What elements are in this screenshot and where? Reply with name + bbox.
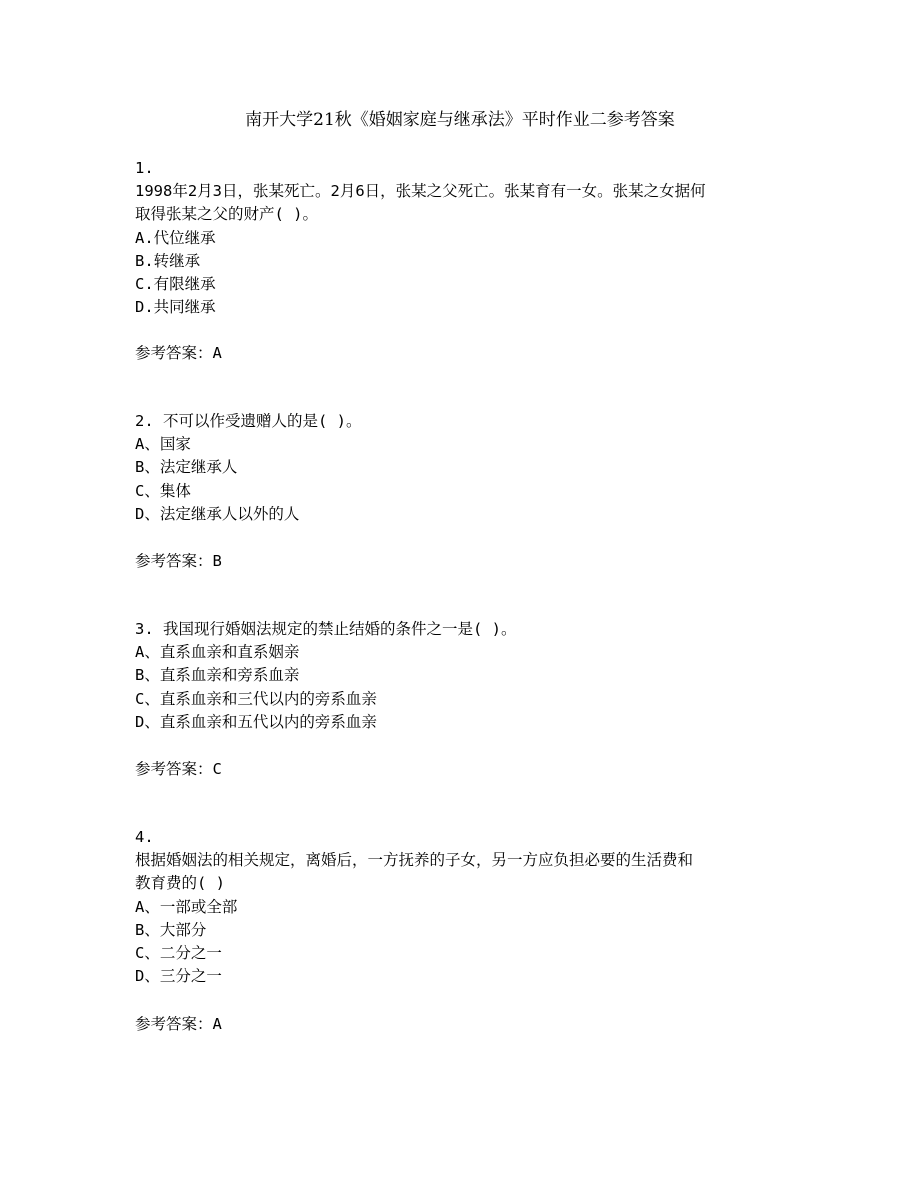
answer-4: 参考答案：A (135, 1015, 222, 1033)
question-3 (135, 618, 795, 734)
answer-3: 参考答案：C (135, 760, 222, 778)
option-d: D、法定继承人以外的人 (135, 504, 300, 523)
option-b: B、法定继承人 (135, 458, 238, 477)
document-title: 南开大学21秋《婚姻家庭与继承法》平时作业二参考答案 (245, 110, 675, 130)
question-number: 4. (135, 828, 154, 846)
answer-1: 参考答案：A (135, 344, 222, 362)
option-a: A.代位继承 (135, 228, 216, 247)
option-d: D.共同继承 (135, 298, 216, 317)
option-a: A、国家 (135, 435, 191, 454)
question-stem-line: 1998年2月3日，张某死亡。2月6日，张某之父死亡。张某育有一女。张某之女据何 (135, 182, 706, 201)
question-2 (135, 410, 795, 526)
answer-2: 参考答案：B (135, 552, 222, 570)
option-b: B、直系血亲和旁系血亲 (135, 666, 300, 685)
question-1 (135, 157, 795, 319)
option-a: A、一部或全部 (135, 897, 238, 916)
option-d: D、直系血亲和五代以内的旁系血亲 (135, 712, 377, 731)
question-stem-line: 3. 我国现行婚姻法规定的禁止结婚的条件之一是( )。 (135, 620, 517, 638)
option-b: B.转继承 (135, 251, 201, 270)
question-stem-line: 根据婚姻法的相关规定，离婚后，一方抚养的子女，另一方应负担必要的生活费和 (135, 851, 694, 870)
question-number: 1. (135, 159, 154, 177)
question-stem-line: 教育费的( ) (135, 874, 225, 893)
option-a: A、直系血亲和直系姻亲 (135, 643, 300, 662)
option-c: C.有限继承 (135, 275, 216, 294)
question-stem-line: 2. 不可以作受遗赠人的是( )。 (135, 412, 362, 430)
question-4 (135, 826, 795, 988)
option-d: D、三分之一 (135, 967, 222, 986)
option-c: C、集体 (135, 481, 191, 500)
option-c: C、直系血亲和三代以内的旁系血亲 (135, 689, 377, 708)
question-stem-line: 取得张某之父的财产( )。 (135, 205, 318, 224)
option-b: B、大部分 (135, 920, 207, 939)
option-c: C、二分之一 (135, 944, 222, 963)
